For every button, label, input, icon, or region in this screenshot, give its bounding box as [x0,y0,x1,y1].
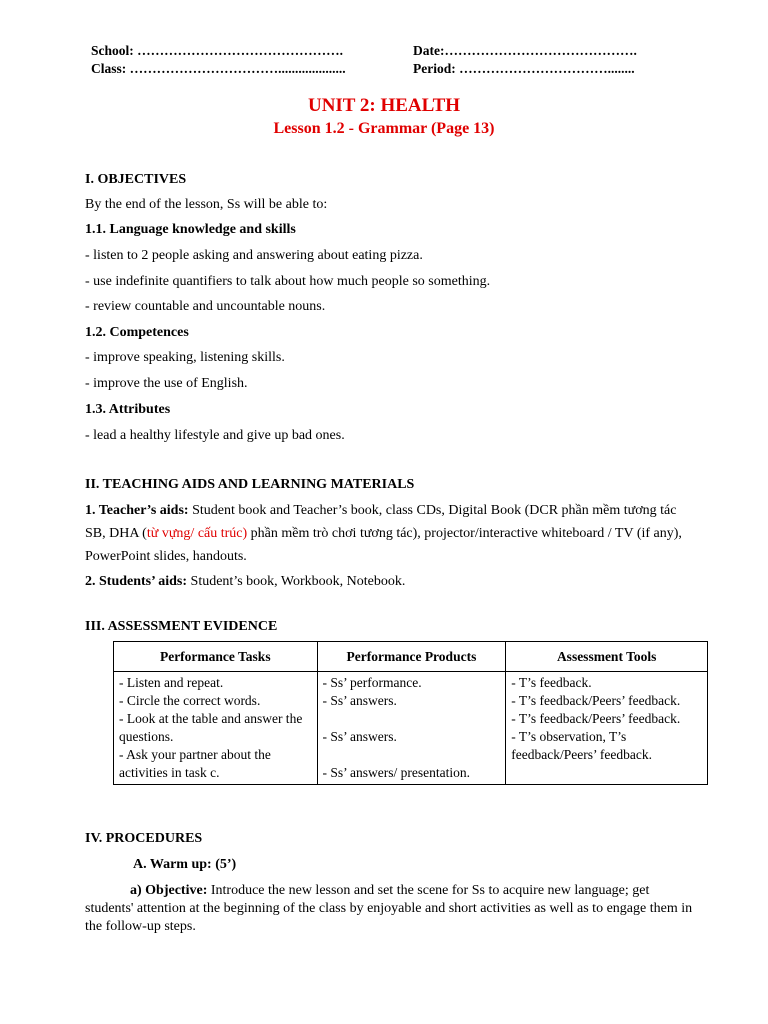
list-item: - lead a healthy lifestyle and give up bad ones. [85,428,345,443]
task-item: - Look at the table and answer the questions. [119,711,303,744]
tasks-cell [114,672,318,785]
assessment-table [113,641,708,785]
objectives-intro: By the end of the lesson, Ss will be able to: [85,197,328,212]
attributes-heading: 1.3. Attributes [85,402,171,417]
teacher-aids-text-2: phần mềm trò chơi tương tác), projector/interactive whiteboard / TV (if any), PowerPoint slides, handouts. [85,526,682,564]
products-cell [317,672,506,785]
aids-heading: II. TEACHING AIDS AND LEARNING MATERIALS [85,477,415,492]
students-aids-text: Student’s book, Workbook, Notebook. [187,574,406,589]
teacher-aids-label: 1. Teacher’s aids: [85,503,189,518]
assessment-heading: III. ASSESSMENT EVIDENCE [85,619,278,634]
column-header: Assessment Tools [506,642,708,672]
students-aids-label: 2. Students’ aids: [85,574,188,589]
list-item: - improve speaking, listening skills. [85,350,285,365]
product-item: - Ss’ answers. [322,693,397,708]
product-item: - Ss’ answers/ presentation. [322,765,471,780]
tool-item: - T’s observation, T’s feedback/Peers’ feedback. [511,729,652,762]
unit-title: UNIT 2: HEALTH [307,95,461,116]
language-heading: 1.1. Language knowledge and skills [85,222,296,237]
list-item: - review countable and uncountable nouns. [85,299,326,314]
list-item: - use indefinite quantifiers to talk about how much people so something. [85,274,491,289]
competences-heading: 1.2. Competences [85,325,189,340]
teacher-aids-highlight: từ vựng/ cấu trúc) [146,526,248,541]
objective-paragraph [85,882,695,936]
tools-cell [506,672,708,785]
teacher-aids [85,499,700,568]
period-field: Period: ……………………………........ [413,61,635,76]
date-field: Date:……………………………………. [413,43,637,58]
students-aids [85,570,700,593]
tool-item: - T’s feedback/Peers’ feedback. [511,711,681,726]
warmup-heading: A. Warm up: (5’) [133,857,237,872]
tool-item: - T’s feedback. [511,675,592,690]
tool-item: - T’s feedback/Peers’ feedback. [511,693,681,708]
school-field: School: ………………………………………. [91,43,344,58]
list-item: - listen to 2 people asking and answering about eating pizza. [85,248,423,263]
task-item: - Circle the correct words. [119,693,261,708]
procedures-heading: IV. PROCEDURES [85,831,203,846]
objective-label: a) Objective: [130,883,208,898]
task-item: - Listen and repeat. [119,675,224,690]
product-item: - Ss’ answers. [322,729,397,744]
list-item: - improve the use of English. [85,376,248,391]
task-item: - Ask your partner about the activities in task c. [119,747,271,780]
product-item: - Ss’ performance. [322,675,422,690]
class-field: Class: …………………………….................... [91,61,346,76]
objectives-heading: I. OBJECTIVES [85,172,187,187]
table-row [114,672,708,785]
column-header: Performance Products [317,642,506,672]
column-header: Performance Tasks [114,642,318,672]
objective-text: Introduce the new lesson and set the scene for Ss to acquire new language; get students' attention at the beginning of the class by enjoyable and short activities as well as to engage them in the follow-up steps. [85,883,693,934]
teacher-aids-text: Student book and Teacher’s book, class CDs, Digital Book (DCR phần mềm tương tác SB, DHA ( [85,503,677,541]
lesson-title: Lesson 1.2 - Grammar (Page 13) [273,120,495,137]
table-header-row [114,642,708,672]
